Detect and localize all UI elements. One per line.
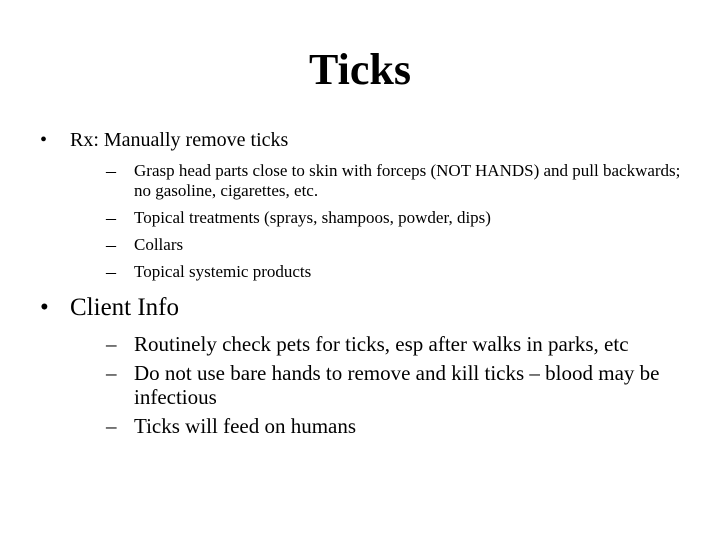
dash-marker: – xyxy=(106,332,117,356)
rx-sub-list xyxy=(106,161,690,282)
dash-marker: – xyxy=(106,234,116,256)
bullet-marker: • xyxy=(40,294,49,321)
sub-bullet-text: Ticks will feed on humans xyxy=(134,414,357,438)
dash-marker: – xyxy=(106,414,117,438)
bullet-marker: • xyxy=(40,129,48,151)
sub-bullet xyxy=(106,208,690,228)
sub-bullet xyxy=(106,361,690,409)
sub-bullet-text: Routinely check pets for ticks, esp after walks in parks, etc xyxy=(134,332,629,356)
sub-bullet xyxy=(106,161,690,201)
dash-marker: – xyxy=(106,207,116,229)
slide-title: Ticks xyxy=(309,45,411,94)
sub-bullet-text: Topical treatments (sprays, shampoos, powder, dips) xyxy=(134,208,491,227)
bullet-list xyxy=(40,128,690,443)
dash-marker: – xyxy=(106,261,116,283)
bullet-rx xyxy=(40,128,690,282)
sub-bullet xyxy=(106,262,690,282)
sub-bullet xyxy=(106,414,690,438)
bullet-text: Client Info xyxy=(70,294,180,321)
sub-bullet-text: Grasp head parts close to skin with forceps (NOT HANDS) and pull backwards; no gasoline, cigarettes, etc. xyxy=(134,161,681,200)
sub-bullet-text: Collars xyxy=(134,235,184,254)
sub-bullet xyxy=(106,235,690,255)
sub-bullet-text: Topical systemic products xyxy=(134,262,312,281)
sub-bullet xyxy=(106,332,690,356)
bullet-client-info xyxy=(40,294,690,438)
dash-marker: – xyxy=(106,160,116,182)
dash-marker: – xyxy=(106,361,117,385)
client-info-sub-list xyxy=(106,332,690,438)
sub-bullet-text: Do not use bare hands to remove and kill ticks – blood may be infectious xyxy=(134,361,660,409)
bullet-text: Rx: Manually remove ticks xyxy=(70,129,289,151)
